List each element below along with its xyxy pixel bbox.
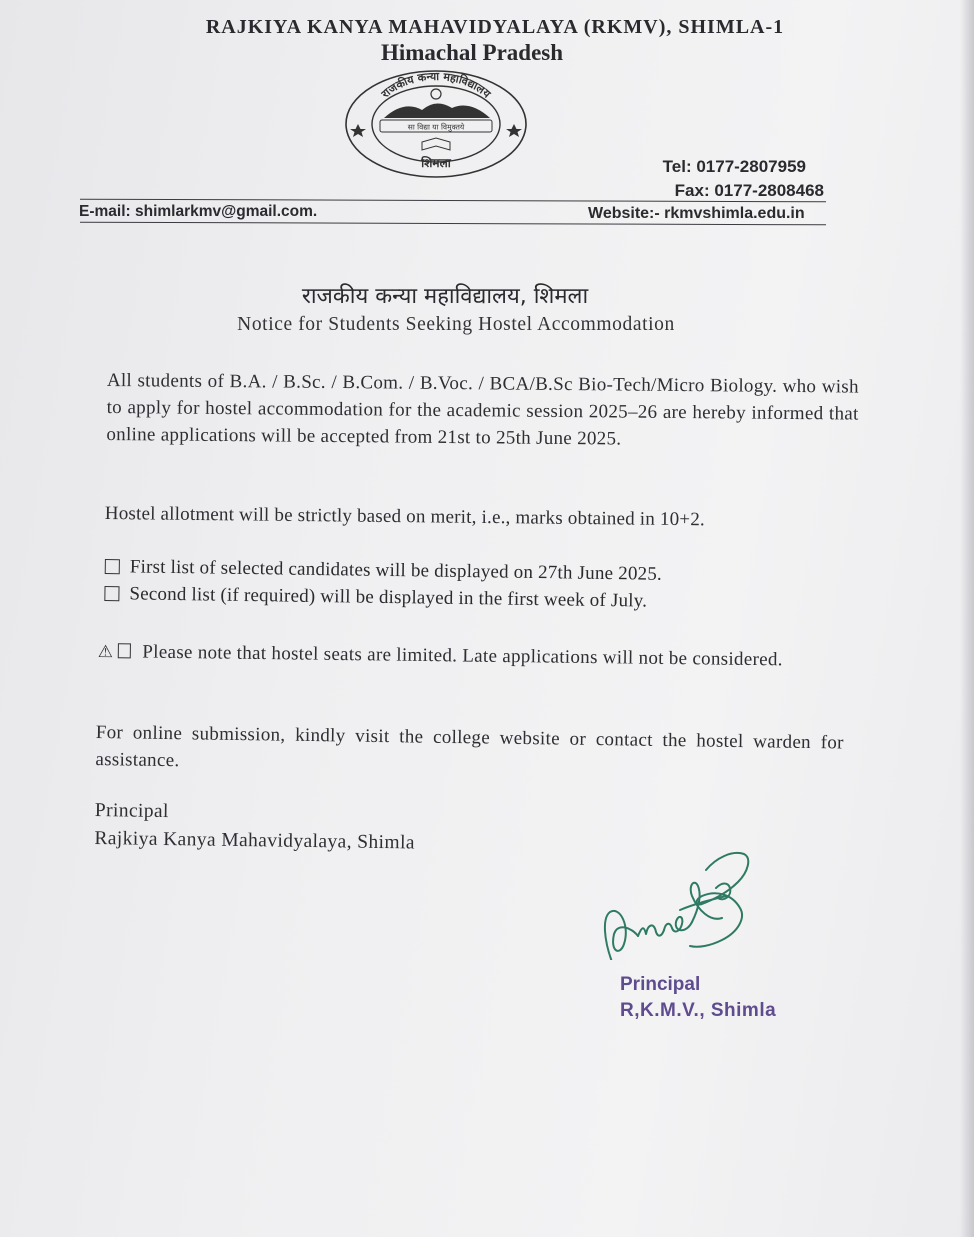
stamp-title: Principal	[620, 974, 701, 995]
telephone-number: Tel: 0177-2807959	[662, 157, 806, 176]
warning-text: Please note that hostel seats are limited. Late applications will not be considered.	[142, 641, 783, 671]
submission-paragraph: For online submission, kindly visit the college website or contact the hostel warden for assistance.	[95, 721, 844, 772]
page-edge-shadow	[960, 0, 974, 1237]
notice-title: Notice for Students Seeking Hostel Accommodation	[237, 314, 675, 335]
email-address: E-mail: shimlarkmv@gmail.com.	[79, 203, 318, 220]
signoff-organization: Rajkiya Kanya Mahavidyalaya, Shimla	[94, 827, 416, 854]
college-seal-logo	[344, 66, 528, 178]
seal-motto: सा विद्या या विमुक्तये	[407, 122, 465, 132]
checkbox-icon	[105, 559, 120, 574]
seal-arc-text: राजकीय कन्या महाविद्यालय	[378, 69, 494, 101]
warning-icon: ⚠	[97, 641, 114, 663]
principal-signature	[598, 830, 768, 960]
stamp-institution: R,K.M.V., Shimla	[620, 1000, 777, 1021]
principal-stamp	[620, 972, 776, 1024]
warning-paragraph	[98, 638, 848, 675]
college-name: RAJKIYA KANYA MAHAVIDYALAYA (RKMV), SHIMLA-1	[205, 16, 785, 38]
fax-number: Fax: 0177-2808468	[674, 181, 824, 200]
website-address: Website:- rkmvshimla.edu.in	[588, 205, 805, 222]
signoff-title: Principal	[94, 799, 169, 823]
list-item-text: First list of selected candidates will be displayed on 27th June 2025.	[129, 556, 663, 585]
merit-paragraph: Hostel allotment will be strictly based on merit, i.e., marks obtained in 10+2.	[104, 502, 706, 531]
hindi-college-title: राजकीय कन्या महाविद्यालय, शिमला	[301, 284, 589, 309]
list-item-text: Second list (if required) will be displayed in the first week of July.	[129, 583, 648, 612]
missing-glyph-box-icon	[117, 643, 130, 658]
checkbox-icon	[104, 586, 119, 601]
signoff-block	[94, 797, 415, 857]
eligibility-paragraph: All students of B.A. / B.Sc. / B.Com. / B.Voc. / BCA/B.Sc Bio-Tech/Micro Biology. who wish to apply for hostel accommodation for the academic session 2025–26 are hereby informed that online applications will be accepted from 21st to 25th June 2025.	[106, 369, 859, 450]
selection-list	[104, 553, 662, 615]
state-name: Himachal Pradesh	[380, 40, 564, 65]
seal-place: शिमला	[421, 156, 451, 170]
